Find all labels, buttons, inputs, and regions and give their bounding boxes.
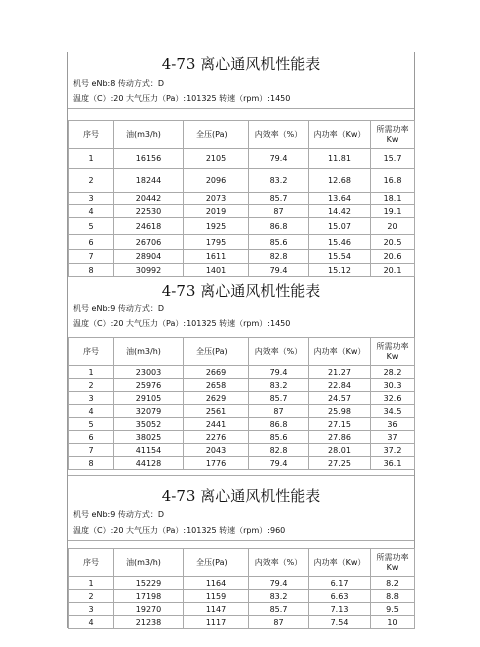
header-efficiency: 内效率（%） — [249, 549, 309, 577]
table-cell: 4 — [69, 405, 114, 418]
table-cell: 17198 — [114, 590, 184, 603]
table-cell: 7.54 — [309, 616, 371, 629]
table-cell: 83.2 — [249, 169, 309, 193]
table-cell: 87 — [249, 616, 309, 629]
machine-line: 机号 eNb:9 传动方式：D — [73, 510, 165, 519]
table-cell: 86.8 — [249, 218, 309, 235]
table-cell: 2658 — [184, 379, 249, 392]
table-cell: 29105 — [114, 392, 184, 405]
header-flow: 油(m3/h) — [114, 549, 184, 577]
table-cell: 20.6 — [371, 250, 415, 264]
header-efficiency: 内效率（%） — [249, 338, 309, 366]
header-required-power: 所需功率 Kw — [371, 549, 415, 577]
table-cell: 6.63 — [309, 590, 371, 603]
table-cell: 28.01 — [309, 444, 371, 457]
table-cell: 20442 — [114, 193, 184, 205]
table-cell: 1159 — [184, 590, 249, 603]
table-cell: 8 — [69, 264, 114, 277]
table-row — [69, 457, 415, 470]
table-cell: 15.07 — [309, 218, 371, 235]
document-sheet — [67, 52, 415, 628]
table-cell: 32079 — [114, 405, 184, 418]
header-index: 序号 — [69, 549, 114, 577]
table-cell: 83.2 — [249, 590, 309, 603]
table-row — [69, 366, 415, 379]
table-cell: 19.1 — [371, 205, 415, 218]
table-cell: 2629 — [184, 392, 249, 405]
table-cell: 7 — [69, 250, 114, 264]
table-row — [69, 405, 415, 418]
table-row — [69, 169, 415, 193]
table-cell: 13.64 — [309, 193, 371, 205]
table-cell: 37 — [371, 431, 415, 444]
table-cell: 85.6 — [249, 235, 309, 250]
table-cell: 34.5 — [371, 405, 415, 418]
table-cell: 36 — [371, 418, 415, 431]
table-row — [69, 577, 415, 590]
condition-line: 温度（C）:20 大气压力（Pa）:101325 转速（rpm）:1450 — [73, 94, 291, 103]
table-cell: 5 — [69, 418, 114, 431]
table-cell: 8.8 — [371, 590, 415, 603]
table-row — [69, 603, 415, 616]
table-cell: 2561 — [184, 405, 249, 418]
performance-table — [68, 337, 415, 470]
table-cell: 1 — [69, 577, 114, 590]
table-row — [69, 616, 415, 629]
table-row — [69, 379, 415, 392]
header-pressure: 全压(Pa) — [184, 338, 249, 366]
table-cell: 30.3 — [371, 379, 415, 392]
table-cell: 2276 — [184, 431, 249, 444]
table-row — [69, 590, 415, 603]
table-cell: 19270 — [114, 603, 184, 616]
table-header-row — [69, 121, 415, 149]
table-cell: 11.81 — [309, 149, 371, 169]
table-cell: 1117 — [184, 616, 249, 629]
table-cell: 15.12 — [309, 264, 371, 277]
table-cell: 8.2 — [371, 577, 415, 590]
table-cell: 2441 — [184, 418, 249, 431]
table-cell: 85.6 — [249, 431, 309, 444]
table-cell: 28.2 — [371, 366, 415, 379]
table-cell: 14.42 — [309, 205, 371, 218]
table-cell: 7 — [69, 444, 114, 457]
table-cell: 28904 — [114, 250, 184, 264]
table-header-row — [69, 338, 415, 366]
table-cell: 27.15 — [309, 418, 371, 431]
header-flow: 油(m3/h) — [114, 121, 184, 149]
table-row — [69, 264, 415, 277]
table-cell: 10 — [371, 616, 415, 629]
performance-table — [68, 120, 415, 277]
table-cell: 79.4 — [249, 264, 309, 277]
table-cell: 1611 — [184, 250, 249, 264]
condition-line: 温度（C）:20 大气压力（Pa）:101325 转速（rpm）:1450 — [73, 319, 291, 328]
table-cell: 2073 — [184, 193, 249, 205]
table-cell: 3 — [69, 193, 114, 205]
table-cell: 6.17 — [309, 577, 371, 590]
table-cell: 41154 — [114, 444, 184, 457]
table-row — [69, 250, 415, 264]
table-cell: 4 — [69, 205, 114, 218]
header-index: 序号 — [69, 121, 114, 149]
performance-table — [68, 548, 415, 629]
table-cell: 35052 — [114, 418, 184, 431]
table-cell: 2096 — [184, 169, 249, 193]
table-cell: 3 — [69, 392, 114, 405]
header-pressure: 全压(Pa) — [184, 121, 249, 149]
table-row — [69, 392, 415, 405]
table-cell: 7.13 — [309, 603, 371, 616]
table-cell: 1 — [69, 149, 114, 169]
table-cell: 25.98 — [309, 405, 371, 418]
table-cell: 79.4 — [249, 457, 309, 470]
header-flow: 油(m3/h) — [114, 338, 184, 366]
header-required-power: 所需功率 Kw — [371, 338, 415, 366]
table-cell: 1776 — [184, 457, 249, 470]
table-cell: 5 — [69, 218, 114, 235]
table-cell: 2669 — [184, 366, 249, 379]
table-cell: 82.8 — [249, 444, 309, 457]
table-cell: 8 — [69, 457, 114, 470]
section-title: 4-73 离心通风机性能表 — [161, 55, 321, 73]
table-cell: 3 — [69, 603, 114, 616]
table-cell: 30992 — [114, 264, 184, 277]
table-cell: 1795 — [184, 235, 249, 250]
table-row — [69, 444, 415, 457]
table-cell: 85.7 — [249, 603, 309, 616]
table-cell: 9.5 — [371, 603, 415, 616]
table-cell: 24618 — [114, 218, 184, 235]
header-required-power: 所需功率 Kw — [371, 121, 415, 149]
table-cell: 20.5 — [371, 235, 415, 250]
table-row — [69, 149, 415, 169]
table-cell: 21.27 — [309, 366, 371, 379]
table-header-row — [69, 549, 415, 577]
condition-line: 温度（C）:20 大气压力（Pa）:101325 转速（rpm）:960 — [73, 526, 286, 535]
table-cell: 15.54 — [309, 250, 371, 264]
section-title: 4-73 离心通风机性能表 — [161, 282, 321, 300]
table-cell: 22530 — [114, 205, 184, 218]
table-row — [69, 205, 415, 218]
table-cell: 16156 — [114, 149, 184, 169]
table-cell: 79.4 — [249, 366, 309, 379]
header-power: 内功率（Kw） — [309, 338, 371, 366]
table-cell: 36.1 — [371, 457, 415, 470]
table-cell: 1164 — [184, 577, 249, 590]
table-cell: 1925 — [184, 218, 249, 235]
table-cell: 44128 — [114, 457, 184, 470]
table-cell: 26706 — [114, 235, 184, 250]
header-power: 内功率（Kw） — [309, 121, 371, 149]
table-cell: 85.7 — [249, 392, 309, 405]
table-cell: 15229 — [114, 577, 184, 590]
table-cell: 85.7 — [249, 193, 309, 205]
table-cell: 15.7 — [371, 149, 415, 169]
table-row — [69, 418, 415, 431]
table-row — [69, 218, 415, 235]
table-cell: 24.57 — [309, 392, 371, 405]
table-cell: 87 — [249, 205, 309, 218]
table-cell: 20.1 — [371, 264, 415, 277]
table-cell: 1147 — [184, 603, 249, 616]
table-cell: 79.4 — [249, 577, 309, 590]
header-efficiency: 内效率（%） — [249, 121, 309, 149]
table-cell: 18244 — [114, 169, 184, 193]
table-cell: 2043 — [184, 444, 249, 457]
section-2 — [68, 280, 414, 475]
section-1 — [68, 52, 414, 280]
table-cell: 82.8 — [249, 250, 309, 264]
table-cell: 21238 — [114, 616, 184, 629]
table-cell: 23003 — [114, 366, 184, 379]
header-power: 内功率（Kw） — [309, 549, 371, 577]
table-cell: 20 — [371, 218, 415, 235]
table-row — [69, 431, 415, 444]
table-cell: 25976 — [114, 379, 184, 392]
table-cell: 27.86 — [309, 431, 371, 444]
table-cell: 22.84 — [309, 379, 371, 392]
table-cell: 2105 — [184, 149, 249, 169]
table-cell: 32.6 — [371, 392, 415, 405]
table-cell: 37.2 — [371, 444, 415, 457]
table-row — [69, 193, 415, 205]
table-cell: 2019 — [184, 205, 249, 218]
table-cell: 2 — [69, 169, 114, 193]
table-cell: 6 — [69, 235, 114, 250]
table-cell: 4 — [69, 616, 114, 629]
table-cell: 6 — [69, 431, 114, 444]
section-3 — [68, 475, 414, 628]
section-title: 4-73 离心通风机性能表 — [161, 487, 321, 505]
table-cell: 18.1 — [371, 193, 415, 205]
table-cell: 27.25 — [309, 457, 371, 470]
table-cell: 83.2 — [249, 379, 309, 392]
table-cell: 2 — [69, 590, 114, 603]
table-cell: 87 — [249, 405, 309, 418]
table-cell: 2 — [69, 379, 114, 392]
table-cell: 1 — [69, 366, 114, 379]
machine-line: 机号 eNb:8 传动方式：D — [73, 79, 165, 88]
table-cell: 15.46 — [309, 235, 371, 250]
table-cell: 16.8 — [371, 169, 415, 193]
header-index: 序号 — [69, 338, 114, 366]
table-cell: 1401 — [184, 264, 249, 277]
table-cell: 38025 — [114, 431, 184, 444]
header-pressure: 全压(Pa) — [184, 549, 249, 577]
table-cell: 86.8 — [249, 418, 309, 431]
table-cell: 12.68 — [309, 169, 371, 193]
table-row — [69, 235, 415, 250]
table-cell: 79.4 — [249, 149, 309, 169]
machine-line: 机号 eNb:9 传动方式：D — [73, 304, 165, 313]
